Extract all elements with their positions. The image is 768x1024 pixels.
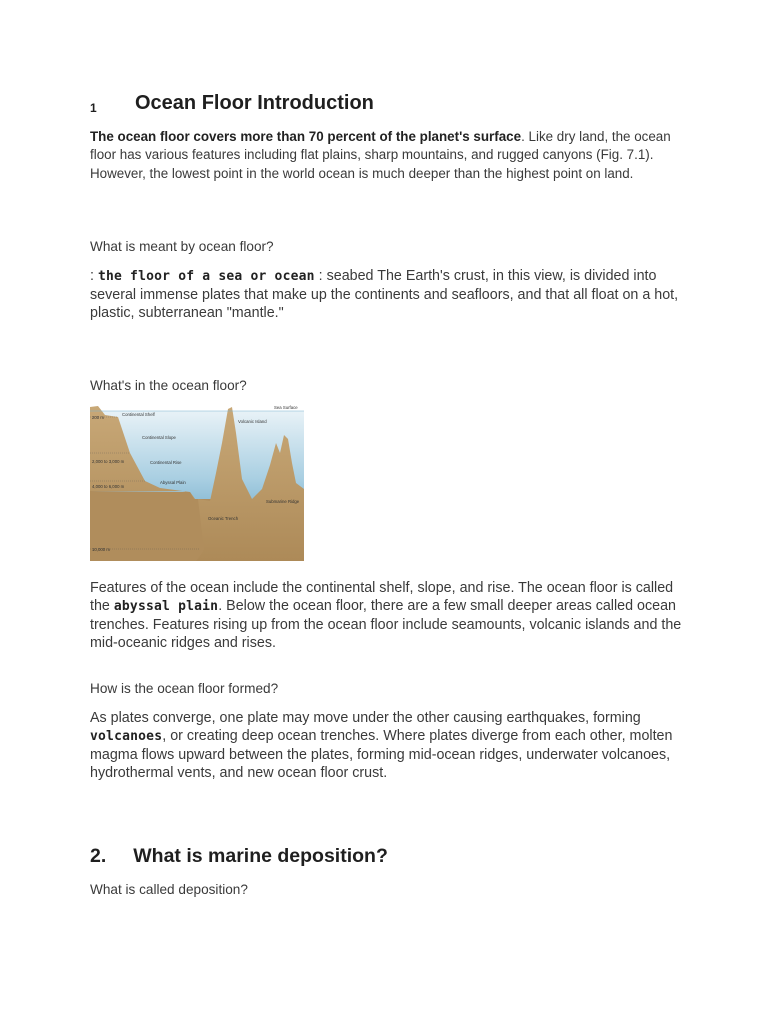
answer-ocean-floor-meaning <box>90 267 690 322</box>
answer-text: : seabed The Earth's crust, in this view, is divided into several immense plates that make up the continents and seafloors, and that all float on a hot, plastic, subterranean "mantle." <box>90 268 679 321</box>
formation-text-b: , or creating deep ocean trenches. Where plates diverge from each other, molten magma flows upward between the plates, forming mid-ocean ridges, underwater volcanoes, hydrothermal vents, and new ocean floor crust. <box>90 728 673 781</box>
features-text-b: . Below the ocean floor, there are a few small deeper areas called ocean trenches. Features rising up from the ocean floor include seamounts, volcanic islands and the mid-oceanic ridges and rises. <box>90 598 682 651</box>
intro-paragraph <box>90 128 680 183</box>
label-submarine-ridge: Submarine Ridge <box>266 499 300 504</box>
label-continental-rise: Continental Rise <box>150 460 182 465</box>
label-oceanic-trench: Oceanic Trench <box>208 516 239 521</box>
formation-text-a: As plates converge, one plate may move under the other causing earthquakes, forming <box>90 710 641 726</box>
question-ocean-floor-meaning: What is meant by ocean floor? <box>90 239 274 254</box>
ocean-floor-diagram <box>90 403 304 561</box>
label-continental-shelf: Continental Shelf <box>122 412 155 417</box>
features-bold: abyssal plain <box>113 599 219 614</box>
label-abyssal-plain: Abyssal Plain <box>160 480 186 485</box>
features-paragraph <box>90 579 690 652</box>
section-1-number: 1 <box>90 101 97 115</box>
label-depth-2000: 2,000 to 3,000 m <box>92 459 125 464</box>
intro-text: . Like dry land, the ocean floor has various features including flat plains, sharp mountains, and rugged canyons (Fig. 7.1). However, the lowest point in the world ocean is much deeper than the highest point on land. <box>90 129 671 181</box>
label-depth-4000: 4,000 to 6,000 m <box>92 484 125 489</box>
ocean-floor-diagram-svg <box>90 403 304 561</box>
intro-bold: The ocean floor covers more than 70 percent of the planet's surface <box>90 129 522 144</box>
section-2-title: What is marine deposition? <box>133 845 388 867</box>
question-whats-in-ocean-floor: What's in the ocean floor? <box>90 378 247 393</box>
label-depth-10000: 10,000 m <box>92 547 110 552</box>
label-volcanic-island: Volcanic Island <box>238 419 267 424</box>
formation-paragraph <box>90 709 690 782</box>
label-sea-surface: Sea Surface <box>274 405 298 410</box>
section-2-heading <box>90 845 388 868</box>
label-continental-slope: Continental Slope <box>142 435 176 440</box>
section-2-number: 2. <box>90 845 107 867</box>
section-1-title: Ocean Floor Introduction <box>135 92 374 114</box>
answer-bold: the floor of a sea or ocean <box>97 269 315 284</box>
formation-bold: volcanoes <box>90 729 163 744</box>
answer-prefix: : <box>90 268 98 284</box>
question-deposition: What is called deposition? <box>90 882 248 897</box>
question-how-formed: How is the ocean floor formed? <box>90 681 279 696</box>
features-text-a: Features of the ocean include the continental shelf, slope, and rise. The ocean floor is called the <box>90 580 674 614</box>
label-depth-200: 200 m <box>92 415 104 420</box>
